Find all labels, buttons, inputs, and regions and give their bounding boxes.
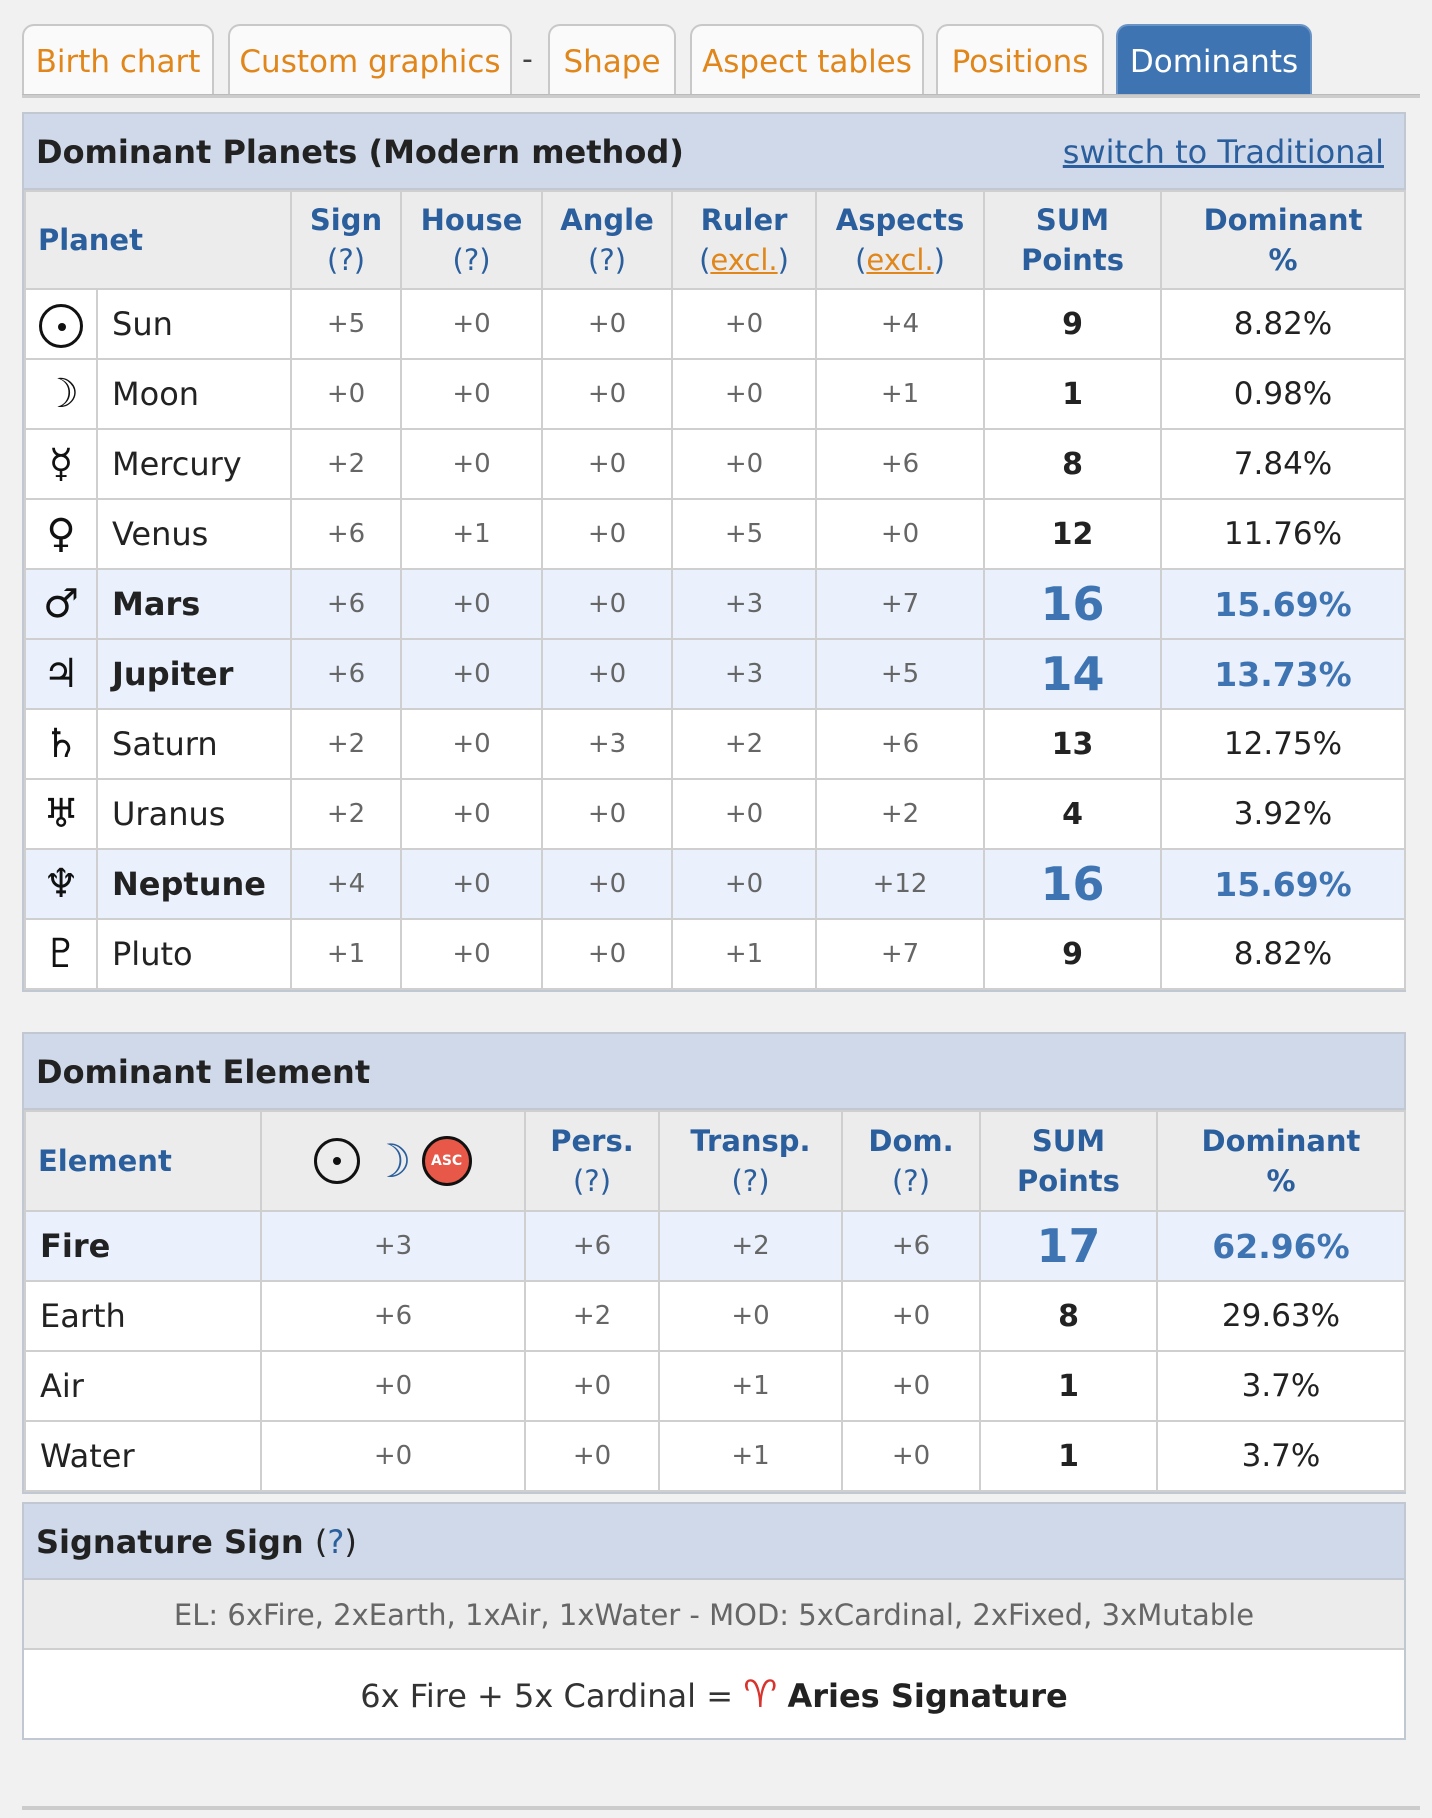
- planet-name: Saturn: [97, 709, 291, 779]
- transp-points: +0: [659, 1281, 842, 1351]
- sign-points: +1: [291, 919, 401, 989]
- col-dom-label: Dom.: [868, 1124, 954, 1158]
- house-points: +0: [401, 779, 542, 849]
- aries-icon: ♈: [743, 1672, 778, 1716]
- tab-birth-chart[interactable]: Birth chart: [22, 24, 214, 96]
- col-house: [401, 191, 542, 289]
- dominant-percent: 0.98%: [1161, 359, 1405, 429]
- sum-points: 4: [984, 779, 1161, 849]
- col-transp: [659, 1111, 842, 1211]
- dominant-percent: 3.92%: [1161, 779, 1405, 849]
- element-name: Fire: [25, 1211, 261, 1281]
- col-ruler-label: Ruler: [700, 203, 788, 237]
- col-elem-pct: [1157, 1111, 1405, 1211]
- signature-sign-panel: [22, 1502, 1406, 1740]
- sum-points: 1: [984, 359, 1161, 429]
- sign-points: +2: [291, 709, 401, 779]
- signature-result: Aries Signature: [787, 1677, 1068, 1715]
- pers-points: +2: [525, 1281, 659, 1351]
- sign-points: +6: [291, 639, 401, 709]
- sign-points: +0: [291, 359, 401, 429]
- switch-traditional-link[interactable]: switch to Traditional: [1062, 133, 1384, 171]
- dominant-planets-table: [24, 190, 1406, 990]
- dom-points: +6: [842, 1211, 980, 1281]
- angle-points: +0: [542, 499, 672, 569]
- angle-points: +0: [542, 779, 672, 849]
- sign-points: +6: [291, 569, 401, 639]
- col-pers: [525, 1111, 659, 1211]
- signature-sign-header: Signature Sign (?): [24, 1504, 1404, 1580]
- dominant-percent: 15.69%: [1161, 569, 1405, 639]
- house-points: +0: [401, 919, 542, 989]
- aspects-points: +2: [816, 779, 984, 849]
- planet-name: Moon: [97, 359, 291, 429]
- table-row: [25, 1211, 1405, 1281]
- signature-result-row: [24, 1650, 1404, 1738]
- angle-points: +0: [542, 429, 672, 499]
- planet-name: Venus: [97, 499, 291, 569]
- sum-points: 9: [984, 919, 1161, 989]
- tab-bar: [22, 24, 1420, 98]
- col-angle: [542, 191, 672, 289]
- dominant-planets-title: Dominant Planets (Modern method): [36, 133, 684, 171]
- table-row: [25, 429, 1405, 499]
- aspects-points: +0: [816, 499, 984, 569]
- table-row: [25, 569, 1405, 639]
- sum-points: 17: [980, 1211, 1157, 1281]
- dominant-percent: 3.7%: [1157, 1351, 1405, 1421]
- planet-name: Mars: [97, 569, 291, 639]
- planet-name: Sun: [97, 289, 291, 359]
- sign-points: +2: [291, 429, 401, 499]
- sum-points: 16: [984, 849, 1161, 919]
- sign-points: +2: [291, 779, 401, 849]
- table-row: [25, 709, 1405, 779]
- dominant-percent: 13.73%: [1161, 639, 1405, 709]
- col-planet: Planet: [25, 191, 291, 289]
- tab-aspect-tables[interactable]: Aspect tables: [690, 24, 924, 96]
- aspects-excl-link[interactable]: excl.: [866, 243, 934, 277]
- pers-help-link[interactable]: (?): [572, 1164, 612, 1198]
- house-points: +0: [401, 289, 542, 359]
- col-sign: [291, 191, 401, 289]
- sum-points: 1: [980, 1421, 1157, 1491]
- col-sum-label2: Points: [1021, 243, 1124, 277]
- pluto-icon: ♇: [25, 919, 97, 989]
- sun-icon: [25, 289, 97, 359]
- angle-points: +0: [542, 359, 672, 429]
- jupiter-icon: ♃: [25, 639, 97, 709]
- col-luminaries: [261, 1111, 525, 1211]
- col-dominant: [1161, 191, 1405, 289]
- tab-separator: -: [522, 42, 533, 77]
- dom-points: +0: [842, 1281, 980, 1351]
- dom-help-link[interactable]: (?): [891, 1164, 931, 1198]
- ruler-points: +0: [672, 849, 816, 919]
- dominant-percent: 11.76%: [1161, 499, 1405, 569]
- signature-help-link[interactable]: ?: [327, 1523, 345, 1561]
- table-row: [25, 1421, 1405, 1491]
- sum-points: 1: [980, 1351, 1157, 1421]
- pers-points: +6: [525, 1211, 659, 1281]
- ruler-points: +0: [672, 429, 816, 499]
- dominant-element-table: [24, 1110, 1406, 1492]
- house-points: +0: [401, 639, 542, 709]
- luminaries-points: +0: [261, 1421, 525, 1491]
- col-sum: [984, 191, 1161, 289]
- col-pers-label: Pers.: [550, 1124, 634, 1158]
- sum-points: 16: [984, 569, 1161, 639]
- house-help-link[interactable]: (?): [452, 243, 491, 277]
- dominant-percent: 29.63%: [1157, 1281, 1405, 1351]
- col-dominant-label2: %: [1268, 243, 1298, 277]
- table-row: [25, 289, 1405, 359]
- luminaries-points: +6: [261, 1281, 525, 1351]
- house-points: +0: [401, 359, 542, 429]
- ruler-points: +0: [672, 779, 816, 849]
- sum-points: 14: [984, 639, 1161, 709]
- ruler-points: +5: [672, 499, 816, 569]
- aspects-points: +6: [816, 429, 984, 499]
- ruler-excl-link[interactable]: excl.: [710, 243, 778, 277]
- table-row: [25, 849, 1405, 919]
- sum-points: 12: [984, 499, 1161, 569]
- dominant-element-header: [24, 1034, 1404, 1110]
- element-name: Water: [25, 1421, 261, 1491]
- angle-points: +0: [542, 289, 672, 359]
- dominant-element-title: Dominant Element: [36, 1053, 371, 1091]
- mars-icon: ♂: [25, 569, 97, 639]
- transp-points: +1: [659, 1421, 842, 1491]
- col-ruler: Ruler (excl.): [672, 191, 816, 289]
- saturn-icon: ♄: [25, 709, 97, 779]
- moon-icon: ☽: [25, 359, 97, 429]
- dominant-percent: 8.82%: [1161, 919, 1405, 989]
- dom-points: +0: [842, 1351, 980, 1421]
- asc-icon: ASC: [422, 1136, 472, 1186]
- col-dom: [842, 1111, 980, 1211]
- aspects-points: +1: [816, 359, 984, 429]
- uranus-icon: ♅: [25, 779, 97, 849]
- table-row: [25, 1351, 1405, 1421]
- ruler-points: +1: [672, 919, 816, 989]
- col-aspects-label: Aspects: [835, 203, 965, 237]
- ruler-points: +0: [672, 289, 816, 359]
- house-points: +0: [401, 569, 542, 639]
- pers-points: +0: [525, 1351, 659, 1421]
- sign-points: +4: [291, 849, 401, 919]
- col-elem-sum-label2: Points: [1017, 1164, 1120, 1198]
- angle-help-link[interactable]: (?): [588, 243, 627, 277]
- element-name: Earth: [25, 1281, 261, 1351]
- element-name: Air: [25, 1351, 261, 1421]
- transp-points: +1: [659, 1351, 842, 1421]
- tab-underline: [22, 94, 1420, 98]
- tab-dominants[interactable]: Dominants: [1116, 24, 1312, 96]
- dominant-element-panel: [22, 1032, 1406, 1494]
- transp-points: +2: [659, 1211, 842, 1281]
- house-points: +0: [401, 709, 542, 779]
- angle-points: +0: [542, 849, 672, 919]
- sum-points: 9: [984, 289, 1161, 359]
- aspects-points: +5: [816, 639, 984, 709]
- signature-breakdown: EL: 6xFire, 2xEarth, 1xAir, 1xWater - MOD: 5xCardinal, 2xFixed, 3xMutable: [24, 1580, 1404, 1650]
- aspects-points: +7: [816, 569, 984, 639]
- sign-points: +6: [291, 499, 401, 569]
- planet-name: Uranus: [97, 779, 291, 849]
- dominant-percent: 7.84%: [1161, 429, 1405, 499]
- house-points: +0: [401, 429, 542, 499]
- moon-icon: ☽: [370, 1134, 412, 1188]
- angle-points: +0: [542, 569, 672, 639]
- tab-shape[interactable]: Shape: [548, 24, 676, 96]
- dominant-percent: 12.75%: [1161, 709, 1405, 779]
- angle-points: +0: [542, 639, 672, 709]
- angle-points: +3: [542, 709, 672, 779]
- ruler-points: +3: [672, 639, 816, 709]
- col-elem-sum: [980, 1111, 1157, 1211]
- table-row: [25, 919, 1405, 989]
- neptune-icon: ♆: [25, 849, 97, 919]
- signature-formula: 6x Fire + 5x Cardinal =: [360, 1677, 734, 1715]
- col-transp-label: Transp.: [690, 1124, 811, 1158]
- tab-custom-graphics[interactable]: Custom graphics: [228, 24, 512, 96]
- planet-name: Jupiter: [97, 639, 291, 709]
- dominant-percent: 3.7%: [1157, 1421, 1405, 1491]
- table-row: [25, 499, 1405, 569]
- table-row: [25, 639, 1405, 709]
- sign-points: +5: [291, 289, 401, 359]
- table-row: [25, 359, 1405, 429]
- bottom-divider: [22, 1806, 1420, 1810]
- dominant-percent: 62.96%: [1157, 1211, 1405, 1281]
- planet-name: Pluto: [97, 919, 291, 989]
- table-row: [25, 1281, 1405, 1351]
- sun-icon: [314, 1138, 360, 1184]
- sum-points: 13: [984, 709, 1161, 779]
- planet-name: Neptune: [97, 849, 291, 919]
- transp-help-link[interactable]: (?): [731, 1164, 770, 1198]
- house-points: +1: [401, 499, 542, 569]
- pers-points: +0: [525, 1421, 659, 1491]
- ruler-points: +3: [672, 569, 816, 639]
- col-house-label: House: [420, 203, 523, 237]
- luminaries-points: +3: [261, 1211, 525, 1281]
- col-sign-label: Sign: [309, 203, 383, 237]
- sum-points: 8: [984, 429, 1161, 499]
- planet-name: Mercury: [97, 429, 291, 499]
- house-points: +0: [401, 849, 542, 919]
- tab-positions[interactable]: Positions: [936, 24, 1104, 96]
- dominant-percent: 8.82%: [1161, 289, 1405, 359]
- sum-points: 8: [980, 1281, 1157, 1351]
- col-sum-label: SUM: [1035, 203, 1110, 237]
- col-aspects: Aspects (excl.): [816, 191, 984, 289]
- dominant-percent: 15.69%: [1161, 849, 1405, 919]
- aspects-points: +12: [816, 849, 984, 919]
- col-elem-sum-label: SUM: [1031, 1124, 1106, 1158]
- col-elem-pct-label2: %: [1266, 1164, 1296, 1198]
- mercury-icon: ☿: [25, 429, 97, 499]
- ruler-points: +0: [672, 359, 816, 429]
- sun-glyph: [39, 304, 83, 348]
- table-row: [25, 779, 1405, 849]
- col-dominant-label: Dominant: [1203, 203, 1363, 237]
- signature-sign-title: Signature Sign: [36, 1523, 304, 1561]
- col-angle-label: Angle: [560, 203, 654, 237]
- angle-points: +0: [542, 919, 672, 989]
- aspects-points: +4: [816, 289, 984, 359]
- dominant-planets-panel: [22, 112, 1406, 992]
- luminaries-points: +0: [261, 1351, 525, 1421]
- col-element: Element: [25, 1111, 261, 1211]
- dom-points: +0: [842, 1421, 980, 1491]
- aspects-points: +6: [816, 709, 984, 779]
- ruler-points: +2: [672, 709, 816, 779]
- col-elem-pct-label: Dominant: [1201, 1124, 1361, 1158]
- venus-icon: ♀: [25, 499, 97, 569]
- sign-help-link[interactable]: (?): [327, 243, 366, 277]
- aspects-points: +7: [816, 919, 984, 989]
- dominant-planets-header: [24, 114, 1404, 190]
